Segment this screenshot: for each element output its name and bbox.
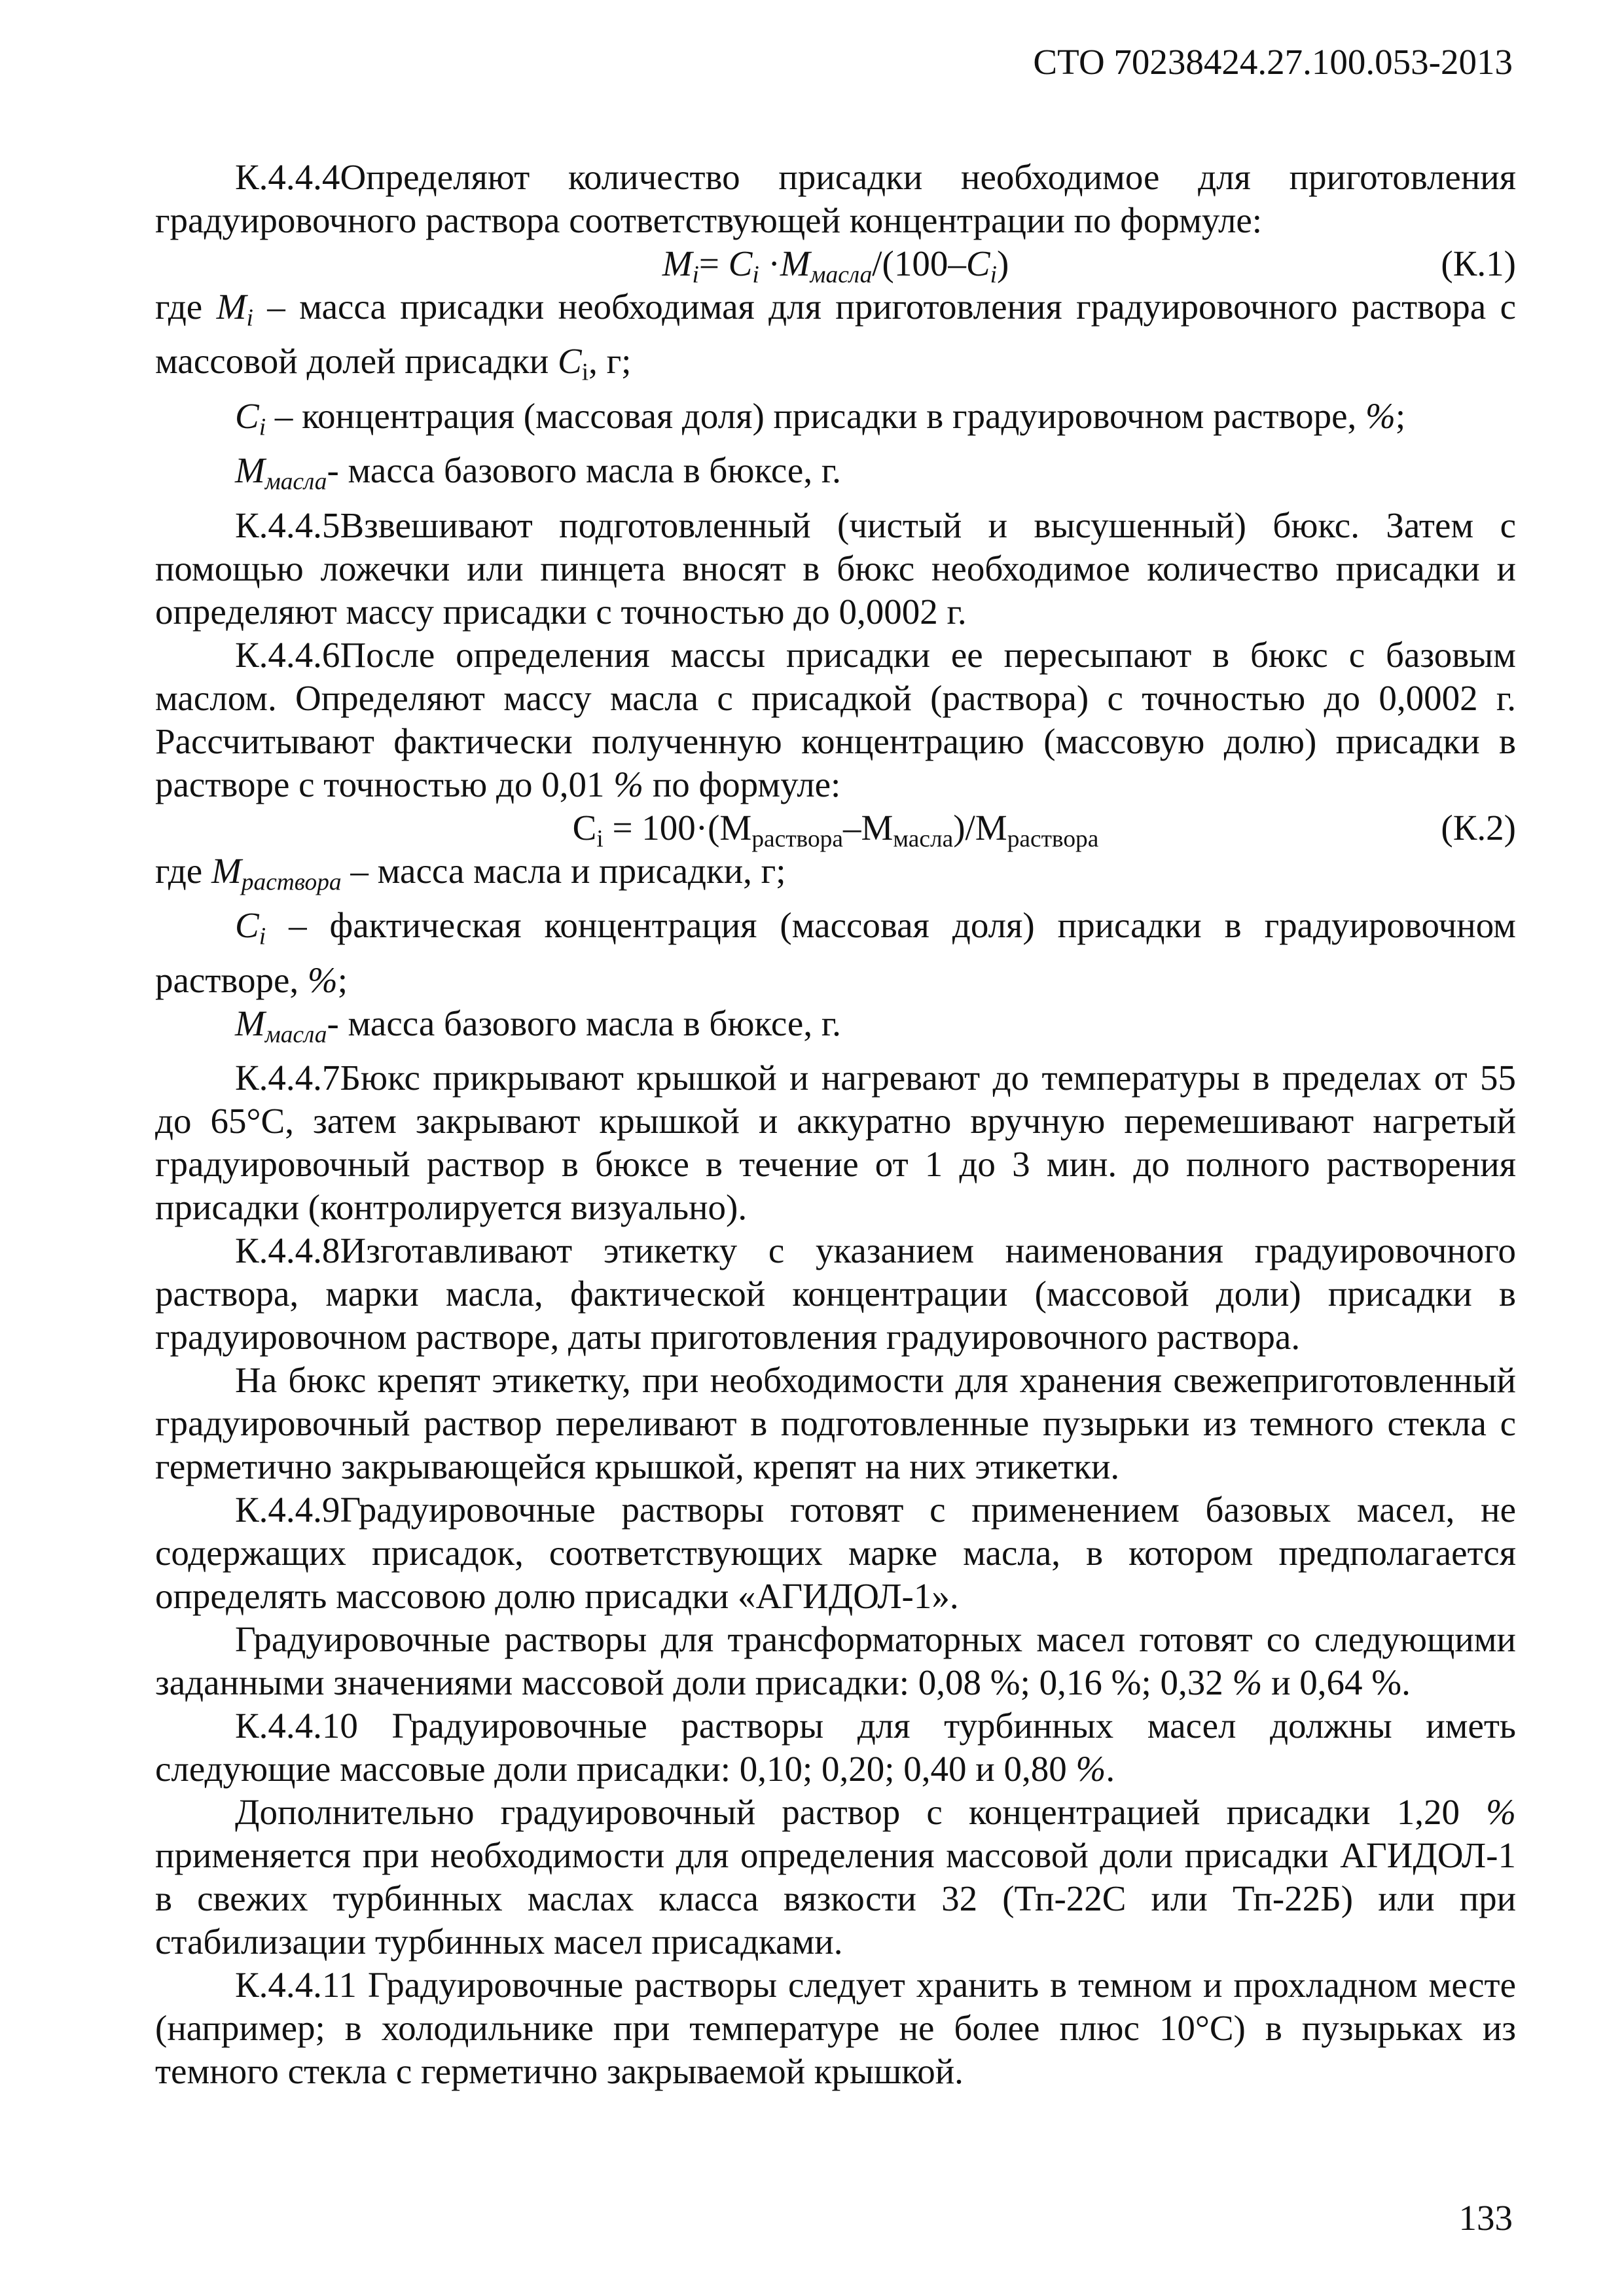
paragraph-k4-4-9: К.4.4.9Градуировочные растворы готовят с применением базовых масел, не содержащих присадок, соответствующих марке масла, в котором предполагается определять массовою долю присадки «АГИДОЛ-1». — [155, 1490, 1516, 1617]
definition-m-oil-2: $M_{масла}-$ масса базового масла в бюксе, г. — [235, 1003, 841, 1049]
formula-number: (К.2) — [1441, 807, 1516, 848]
formula-expression: $M_i= C_i \cdot M_{масла}/(100-C_i)$ — [662, 243, 1009, 289]
paragraph-k4-4-5: К.4.4.5Взвешивают подготовленный (чистый и высушенный) бюкс. Затем с помощью ложечки или пинцета вносят в бюкс необходимое количество присадки и определяют массу присадки с точностью до 0,0002 г. — [155, 505, 1516, 632]
formula-k2 — [155, 806, 1516, 853]
formula-expression: $C_i = 100\cdot(М_{раствора}-М_{масла})/М_{раствора}$ — [572, 807, 1099, 853]
definition-ci-actual: $C_i$ – фактическая концентрация (массовая доля) присадки в градуировочном растворе, %; — [155, 905, 1516, 1000]
document-code-header: СТО 70238424.27.100.053-2013 — [1033, 42, 1513, 82]
formula-k1 — [155, 242, 1516, 289]
clause-number: К.4.4.5 — [235, 505, 340, 545]
paragraph-k4-4-8: К.4.4.8Изготавливают этикетку с указанием наименования градуировочного раствора, марки масла, фактической концентрации (массовой доли) присадки в градуировочном растворе, даты приготовления градуировочного раствора. — [155, 1230, 1516, 1357]
paragraph-k4-4-11: К.4.4.11 Градуировочные растворы следует хранить в темном и прохладном месте (например; в холодильнике при температуре не более плюс 10°С) в пузырьках из темного стекла с герметично закрываемой крышкой. — [155, 1965, 1516, 2092]
paragraph-label-storage: На бюкс крепят этикетку, при необходимости для хранения свежеприготовленный градуировочный раствор переливают в подготовленные пузырьки из темного стекла с герметично закрывающейся крышкой, крепят на них этикетки. — [155, 1360, 1516, 1487]
clause-number: К.4.4.8 — [235, 1230, 340, 1271]
definition-m-oil: $M_{масла}-$ масса базового масла в бюксе, г. — [235, 450, 841, 495]
paragraph-additional-solution: Дополнительно градуировочный раствор с концентрацией присадки 1,20 % применяется при необходимости для определения массовой доли присадки АГИДОЛ-1 в свежих турбинных маслах класса вязкости 32 (Тп-22С или Тп-22Б) или при стабилизации турбинных масел присадками. — [155, 1792, 1516, 1962]
clause-number: К.4.4.4 — [235, 157, 340, 197]
definition-m-solution: где $M_{раствора}$ – масса масла и присадки, г; — [155, 850, 786, 896]
paragraph-transformer-oils: Градуировочные растворы для трансформаторных масел готовят со следующими заданными значениями массовой доли присадки: 0,08 %; 0,16 %; 0,32 % и 0,64 %. — [155, 1619, 1516, 1703]
paragraph-text: Определяют количество присадки необходимое для приготовления градуировочного раствора соответствующей концентрации по формуле: — [155, 157, 1516, 240]
clause-number: К.4.4.6 — [235, 634, 340, 675]
definition-mi: где $M_i$ – масса присадки необходимая для приготовления градуировочного раствора с массовой долей присадки $C_i$, г; — [155, 287, 1517, 386]
page-number: 133 — [1458, 2198, 1513, 2238]
definition-ci: $C_i$ – концентрация (массовая доля) присадки в градуировочном растворе, %; — [235, 395, 1406, 441]
clause-number: К.4.4.7 — [235, 1058, 340, 1098]
clause-number: К.4.4.9 — [235, 1490, 340, 1530]
paragraph-k4-4-6: К.4.4.6После определения массы присадки ее пересыпают в бюкс с базовым маслом. Определяют массу масла с присадкой (раствора) с точностью до 0,0002 г. Рассчитывают фактически полученную концентрацию (массовую долю) присадки в растворе с точностью до 0,01 % по формуле: — [155, 634, 1516, 804]
formula-number: (К.1) — [1441, 243, 1516, 283]
clause-number: К.4.4.10 — [235, 1706, 358, 1746]
paragraph-k4-4-10: К.4.4.10 Градуировочные растворы для турбинных масел должны иметь следующие массовые доли присадки: 0,10; 0,20; 0,40 и 0,80 %. — [155, 1706, 1516, 1789]
paragraph-k4-4-7: К.4.4.7Бюкс прикрывают крышкой и нагревают до температуры в пределах от 55 до 65°С, затем закрывают крышкой и аккуратно вручную перемешивают нагретый градуировочный раствор в бюксе в течение от 1 до 3 мин. до полного растворения присадки (контролируется визуально). — [155, 1058, 1516, 1228]
paragraph-k4-4-4 — [155, 156, 1516, 242]
clause-number: К.4.4.11 — [235, 1965, 357, 2005]
document-body — [155, 156, 1516, 2093]
